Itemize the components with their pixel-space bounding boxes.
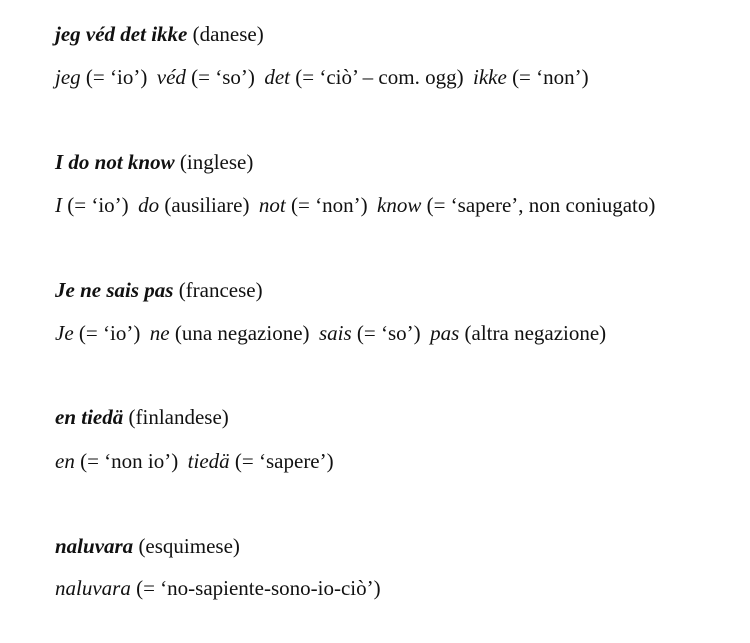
- phrase: I do not know: [55, 150, 175, 174]
- language-label: (finlandese): [128, 405, 229, 429]
- gloss-word: Je: [55, 321, 74, 345]
- phrase: en tiedä: [55, 405, 124, 429]
- gloss-segment: [319, 321, 421, 345]
- language-label: (inglese): [179, 150, 254, 174]
- gloss-segment: [55, 193, 129, 217]
- gloss-meaning: (= ‘so’): [356, 321, 421, 345]
- gloss-meaning: (= ‘sapere’): [234, 449, 334, 473]
- gloss-segment: [138, 193, 249, 217]
- gloss-word: know: [377, 193, 422, 217]
- gloss-segment: [55, 576, 381, 600]
- gloss-segment: [430, 321, 606, 345]
- gloss-segment: [188, 449, 334, 473]
- gloss-segment: [55, 321, 140, 345]
- gloss-segment: [150, 321, 310, 345]
- gloss-word: I: [55, 193, 62, 217]
- phrase: naluvara: [55, 534, 134, 558]
- gloss-segment: [157, 65, 255, 89]
- gloss-meaning: (= ‘no-sapiente-sono-io-ciò’): [136, 576, 381, 600]
- gloss-word: en: [55, 449, 75, 473]
- gloss-meaning: (= ‘io’): [85, 65, 148, 89]
- gloss-meaning: (altra negazione): [464, 321, 607, 345]
- gloss-line: [55, 451, 334, 472]
- gloss-meaning: (una negazione): [174, 321, 310, 345]
- gloss-line: [55, 67, 589, 88]
- gloss-meaning: (= ‘so’): [191, 65, 255, 89]
- entry-heading: [55, 407, 229, 428]
- gloss-line: [55, 195, 655, 216]
- entry-heading: [55, 152, 253, 173]
- gloss-meaning: (= ‘non’): [512, 65, 589, 89]
- language-label: (danese): [192, 22, 264, 46]
- gloss-segment: [264, 65, 463, 89]
- gloss-line: [55, 578, 381, 599]
- gloss-word: ikke: [473, 65, 507, 89]
- gloss-word: tiedä: [187, 449, 230, 473]
- entry-heading: [55, 280, 263, 301]
- gloss-segment: [473, 65, 589, 89]
- gloss-word: sais: [318, 321, 352, 345]
- gloss-segment: [55, 65, 147, 89]
- gloss-meaning: (= ‘ciò’ – com. ogg): [295, 65, 464, 89]
- gloss-meaning: (= ‘non’): [291, 193, 368, 217]
- gloss-meaning: (= ‘non io’): [80, 449, 179, 473]
- gloss-word: jeg: [55, 65, 81, 89]
- gloss-segment: [259, 193, 368, 217]
- entry-heading: [55, 24, 264, 45]
- language-label: (esquimese): [138, 534, 240, 558]
- gloss-meaning: (= ‘sapere’, non coniugato): [426, 193, 656, 217]
- gloss-word: ne: [149, 321, 170, 345]
- entry-heading: [55, 536, 240, 557]
- gloss-word: pas: [430, 321, 460, 345]
- language-label: (francese): [178, 278, 263, 302]
- phrase: jeg véd det ikke: [55, 22, 188, 46]
- gloss-word: naluvara: [55, 576, 131, 600]
- gloss-word: véd: [156, 65, 186, 89]
- phrase: Je ne sais pas: [55, 278, 174, 302]
- gloss-word: det: [264, 65, 290, 89]
- gloss-meaning: (ausiliare): [164, 193, 250, 217]
- gloss-segment: [55, 449, 178, 473]
- gloss-meaning: (= ‘io’): [78, 321, 141, 345]
- gloss-meaning: (= ‘io’): [67, 193, 129, 217]
- gloss-word: do: [138, 193, 160, 217]
- gloss-word: not: [258, 193, 286, 217]
- gloss-segment: [377, 193, 655, 217]
- gloss-line: [55, 323, 606, 344]
